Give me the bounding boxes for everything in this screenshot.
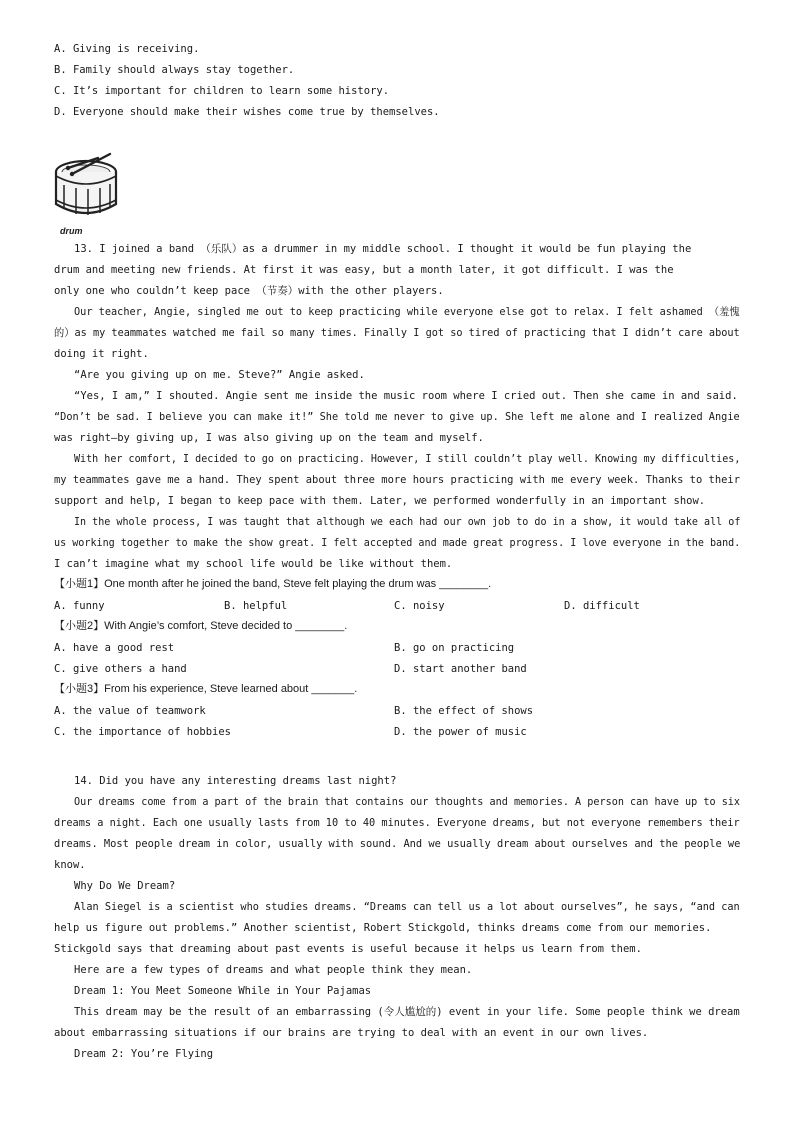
p13-line-2: drum and meeting new friends. At first it was easy, but a month later, it got difficult. I was the	[54, 264, 674, 276]
question-1-option-c[interactable]: C. noisy	[394, 600, 445, 612]
question-2-option-d[interactable]: D. start another band	[394, 663, 527, 675]
p14-line-4: dreams. Most people dream in color, usually with sound. And we usually dream about ourselves and the people we	[54, 838, 741, 850]
prev-option-b: B. Family should always stay together.	[54, 64, 295, 76]
p14-heading-why-dream: Why Do We Dream?	[74, 880, 176, 892]
question-3-option-a[interactable]: A. the value of teamwork	[54, 705, 206, 717]
p13-line-14: In the whole process, I was taught that although we each had our own job to do in a show, it would take all of	[74, 516, 741, 528]
question-2-option-b[interactable]: B. go on practicing	[394, 642, 515, 654]
p13-line-4: Our teacher, Angie, singled me out to keep practicing while everyone else got to relax. I felt ashamed （羞愧	[74, 306, 740, 318]
p13-line-1: 13. I joined a band （乐队）as a drummer in my middle school. I thought it would be fun playing the	[74, 243, 692, 255]
question-1-option-d[interactable]: D. difficult	[564, 600, 640, 612]
p13-line-10: was right—by giving up, I was also giving up on the team and myself.	[54, 432, 484, 444]
question-2-option-c[interactable]: C. give others a hand	[54, 663, 187, 675]
prev-option-c: C. It’s important for children to learn some history.	[54, 85, 390, 97]
p14-line-3: dreams a night. Each one usually lasts from 10 to 40 minutes. Everyone dreams, but not everyone remembers their	[54, 817, 740, 829]
p13-line-3: only one who couldn’t keep pace （节奏）with the other players.	[54, 285, 444, 297]
p14-heading-dream-1: Dream 1: You Meet Someone While in Your Pajamas	[74, 985, 372, 997]
question-1-stem: 【小题1】One month after he joined the band, Steve felt playing the drum was ________.	[54, 578, 492, 590]
p14-line-8: help us figure out problems.” Another scientist, Robert Stickgold, thinks dreams come from our memories.	[54, 922, 712, 934]
p14-heading-dream-2: Dream 2: You’re Flying	[74, 1048, 214, 1060]
p14-line-9: Stickgold says that dreaming about past events is useful because it helps us learn from them.	[54, 943, 642, 955]
p14-line-13: about embarrassing situations if our brains are trying to deal with an event in our own lives.	[54, 1027, 649, 1039]
prev-option-a: A. Giving is receiving.	[54, 43, 200, 55]
question-1-option-b[interactable]: B. helpful	[224, 600, 288, 612]
question-3-option-b[interactable]: B. the effect of shows	[394, 705, 534, 717]
p13-line-6: doing it right.	[54, 348, 149, 360]
question-3-stem: 【小题3】From his experience, Steve learned about _______.	[54, 683, 358, 695]
p13-line-9: “Don’t be sad. I believe you can make it!” She told me never to give up. She left me alone and I realized Angie	[54, 411, 740, 423]
drum-caption: drum	[60, 226, 83, 236]
question-1-option-a[interactable]: A. funny	[54, 600, 105, 612]
p14-line-12: This dream may be the result of an embarrassing (令人尴尬的) event in your life. Some people think we dream	[74, 1006, 740, 1018]
p13-line-13: support and help, I began to keep pace with them. Later, we performed wonderfully in an important show.	[54, 495, 706, 507]
question-2-stem: 【小题2】With Angie’s comfort, Steve decided to ________.	[54, 620, 348, 632]
p14-line-2: Our dreams come from a part of the brain that contains our thoughts and memories. A person can have up to six	[74, 796, 741, 808]
p14-line-10: Here are a few types of dreams and what people think they mean.	[74, 964, 473, 976]
drum-icon	[52, 152, 122, 226]
p13-line-7: “Are you giving up on me. Steve?” Angie asked.	[74, 369, 365, 381]
p14-line-5: know.	[54, 859, 86, 871]
question-3-option-c[interactable]: C. the importance of hobbies	[54, 726, 232, 738]
p14-line-7: Alan Siegel is a scientist who studies dreams. “Dreams can tell us a lot about ourselves”, he says, “and can	[74, 901, 740, 913]
question-2-option-a[interactable]: A. have a good rest	[54, 642, 175, 654]
p13-line-8: “Yes, I am,” I shouted. Angie sent me inside the music room where I cried out. Then she came in and said.	[74, 390, 738, 402]
question-3-option-d[interactable]: D. the power of music	[394, 726, 527, 738]
p13-line-5: 的）as my teammates watched me fail so many times. Finally I got so tired of practicing that I didn’t care about	[54, 327, 740, 339]
p14-line-1: 14. Did you have any interesting dreams last night?	[74, 775, 397, 787]
p13-line-16: I can’t imagine what my school life would be like without them.	[54, 558, 453, 570]
p13-line-11: With her comfort, I decided to go on practicing. However, I still couldn’t play well. Knowing my difficulties,	[74, 453, 741, 465]
p13-line-15: us working together to make the show great. I felt accepted and made great progress. I love everyone in the band.	[54, 537, 741, 549]
p13-line-12: my teammates gave me a hand. They spent about three more hours practicing with me every week. Thanks to their	[54, 474, 741, 486]
prev-option-d: D. Everyone should make their wishes come true by themselves.	[54, 106, 440, 118]
